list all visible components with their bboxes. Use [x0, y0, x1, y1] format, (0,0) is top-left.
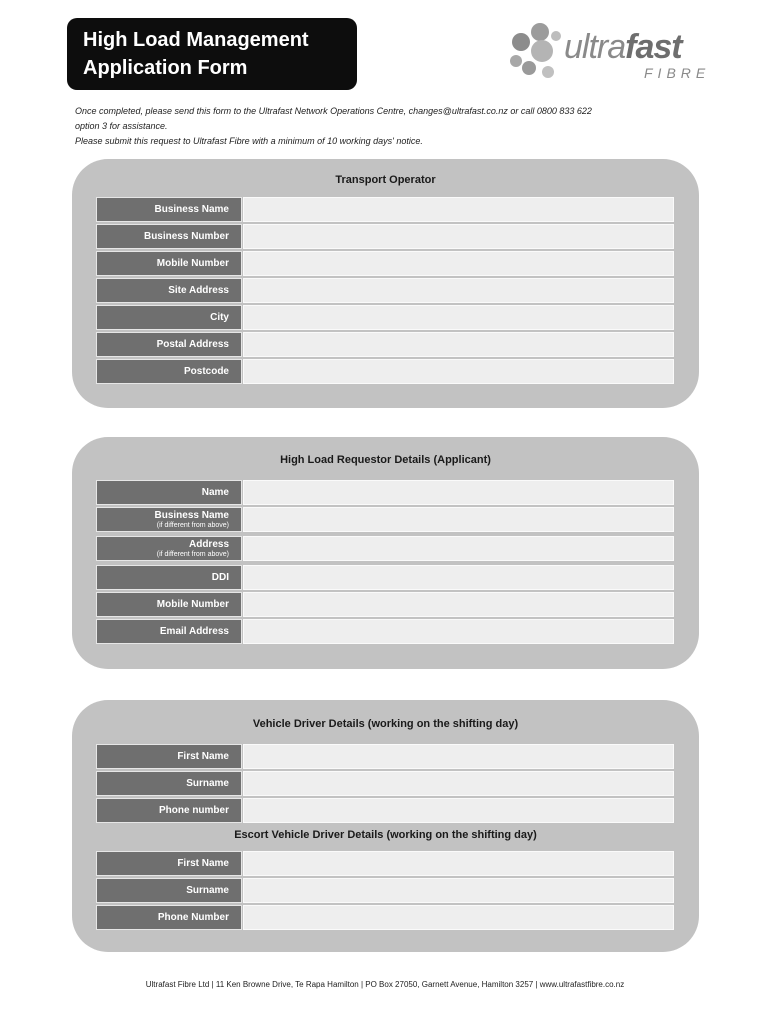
postal-address-input[interactable]: [243, 332, 674, 357]
form-row: [96, 359, 674, 384]
form-row: [96, 224, 674, 249]
transport-operator-section: [72, 159, 699, 408]
ultrafast-fibre-logo: [504, 20, 744, 84]
form-title: [67, 18, 357, 90]
driver-phone-input[interactable]: [243, 798, 674, 823]
form-row: [96, 619, 674, 644]
field-label: Name: [96, 480, 242, 505]
form-row: [96, 251, 674, 276]
driver-surname-input[interactable]: [243, 771, 674, 796]
driver-first-name-input[interactable]: [243, 744, 674, 769]
form-title-line2: Application Form: [83, 57, 248, 79]
field-label: Surname: [96, 878, 242, 903]
ddi-input[interactable]: [243, 565, 674, 590]
field-label: Business Name (if different from above): [96, 507, 242, 532]
field-label: Surname: [96, 771, 242, 796]
business-name-input[interactable]: [243, 197, 674, 222]
form-row: [96, 480, 674, 505]
field-label: First Name: [96, 851, 242, 876]
form-row: [96, 536, 674, 561]
field-label: Mobile Number: [96, 592, 242, 617]
field-label: First Name: [96, 744, 242, 769]
intro-instructions: [75, 104, 715, 149]
requestor-mobile-input[interactable]: [243, 592, 674, 617]
form-row: [96, 798, 674, 823]
logo-subtitle: FIBRE: [644, 65, 711, 81]
name-input[interactable]: [243, 480, 674, 505]
escort-phone-input[interactable]: [243, 905, 674, 930]
form-row: [96, 332, 674, 357]
requestor-business-name-input[interactable]: [243, 507, 674, 532]
field-label: Mobile Number: [96, 251, 242, 276]
form-row: [96, 744, 674, 769]
field-label: Email Address: [96, 619, 242, 644]
field-label: Phone Number: [96, 905, 242, 930]
form-row: [96, 905, 674, 930]
form-row: [96, 771, 674, 796]
field-label: Address (if different from above): [96, 536, 242, 561]
section-title: Transport Operator: [335, 174, 436, 186]
form-row: [96, 878, 674, 903]
form-row: [96, 592, 674, 617]
mobile-number-input[interactable]: [243, 251, 674, 276]
intro-line: Please submit this request to Ultrafast Fibre with a minimum of 10 working days' notice.: [75, 136, 423, 146]
field-label: Business Name: [96, 197, 242, 222]
intro-line: option 3 for assistance.: [75, 121, 168, 131]
address-input[interactable]: [243, 536, 674, 561]
escort-surname-input[interactable]: [243, 878, 674, 903]
logo-wordmark: ultrafast: [564, 28, 682, 66]
form-row: [96, 278, 674, 303]
field-label: Postal Address: [96, 332, 242, 357]
form-row: [96, 507, 674, 532]
escort-first-name-input[interactable]: [243, 851, 674, 876]
field-label: Postcode: [96, 359, 242, 384]
postcode-input[interactable]: [243, 359, 674, 384]
logo-dots-icon: [504, 20, 564, 84]
field-label: Site Address: [96, 278, 242, 303]
section-title: High Load Requestor Details (Applicant): [280, 454, 491, 466]
form-row: [96, 197, 674, 222]
intro-line: Once completed, please send this form to the Ultrafast Network Operations Centre, changes@ultrafast.co.nz or call 0800 833 622: [75, 106, 592, 116]
field-label: DDI: [96, 565, 242, 590]
field-label: City: [96, 305, 242, 330]
business-number-input[interactable]: [243, 224, 674, 249]
city-input[interactable]: [243, 305, 674, 330]
section-title: Escort Vehicle Driver Details (working on the shifting day): [234, 829, 537, 841]
footer: Ultrafast Fibre Ltd | 11 Ken Browne Drive, Te Rapa Hamilton | PO Box 27050, Garnett Avenue, Hamilton 3257 | www.ultrafastfibre.co.nz: [145, 980, 625, 989]
email-address-input[interactable]: [243, 619, 674, 644]
form-row: [96, 565, 674, 590]
field-label: Phone number: [96, 798, 242, 823]
driver-details-section: [72, 700, 699, 952]
field-label: Business Number: [96, 224, 242, 249]
form-row: [96, 305, 674, 330]
form-row: [96, 851, 674, 876]
section-title: Vehicle Driver Details (working on the shifting day): [252, 718, 519, 730]
requestor-details-section: [72, 437, 699, 669]
site-address-input[interactable]: [243, 278, 674, 303]
form-title-line1: High Load Management: [83, 29, 309, 51]
